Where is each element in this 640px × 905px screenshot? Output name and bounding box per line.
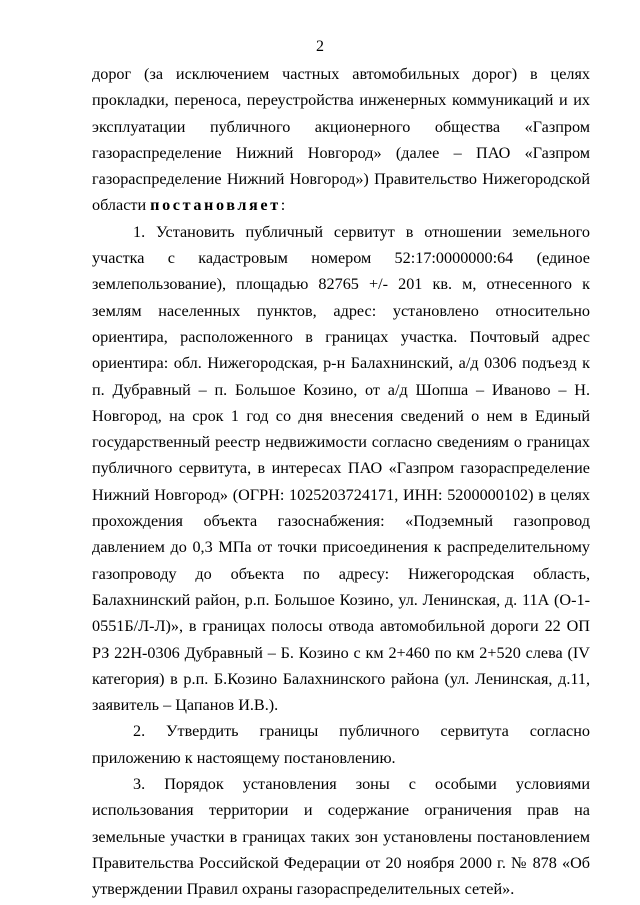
intro-text: дорог (за исключением частных автомобильных дорог) в целях прокладки, переноса, переустройства инженерных коммуникаций и их эксплуатации публичного акционерного общества «Газпром газораспределение Нижний Новгород» (далее – ПАО «Газпром газораспределение Нижний Новгород») (92, 65, 590, 189)
page-number: 2 (316, 38, 324, 55)
government-prefix: Правительство Нижегородской области (92, 170, 590, 215)
item-1-paragraph: 1. Установить публичный сервитут в отношении земельного участка с кадастровым номером 52:17:0000000:64 (единое землепользование), площадью 82765 +/- 201 кв. м, отнесенного к землям населенных пунктов, адрес: установлено относительно ориентира, расположенного в границах участка. Почтовый адрес ориентира: обл. Нижегородская, р-н Балахнинский, а/д 0306 подъезд к п. Дубравный – п. Большое Козино, от а/д Шопша – Иваново – Н. Новгород, на срок 1 год со дня внесения сведений о нем в Единый государственный реестр недвижимости согласно сведениям о границах публичного сервитута, в интересах ПАО «Газпром газораспределение Нижний Новгород» (ОГРН: 1025203724171, ИНН: 5200000102) в целях прохождения объекта газоснабжения: «Подземный газопровод давлением до 0,3 МПа от точки присоединения к распределительному газопроводу до объекта по адресу: Нижегородская область, Балахнинский район, р.п. Большое Козино, ул. Ленинская, д. 11А (О-1-0551Б/Л-Л)», в границах полосы отвода автомобильной дороги 22 ОП РЗ 22Н-0306 Дубравный – Б. Козино с км 2+460 по км 2+520 слева (IV категория) в р.п. Б.Козино Балахнинского района (ул. Ленинская, д.11, заявитель – Цапанов И.В.). (92, 222, 590, 715)
intro-paragraph (92, 61, 590, 219)
decree-suffix: : (280, 196, 286, 215)
item-3-paragraph: 3. Порядок установления зоны с особыми условиями использования территории и содержание ограничения прав на земельные участки в границах таких зон установлены постановлением Правительства Российской Федерации от 20 ноября 2000 г. № 878 «Об утверждении Правил охраны газораспределительных сетей». (92, 775, 590, 899)
decree-word: постановляет (150, 196, 281, 215)
item-2-paragraph: 2. Утвердить границы публичного сервитута согласно приложению к настоящему постановлению. (92, 722, 590, 767)
document-body (92, 61, 590, 903)
